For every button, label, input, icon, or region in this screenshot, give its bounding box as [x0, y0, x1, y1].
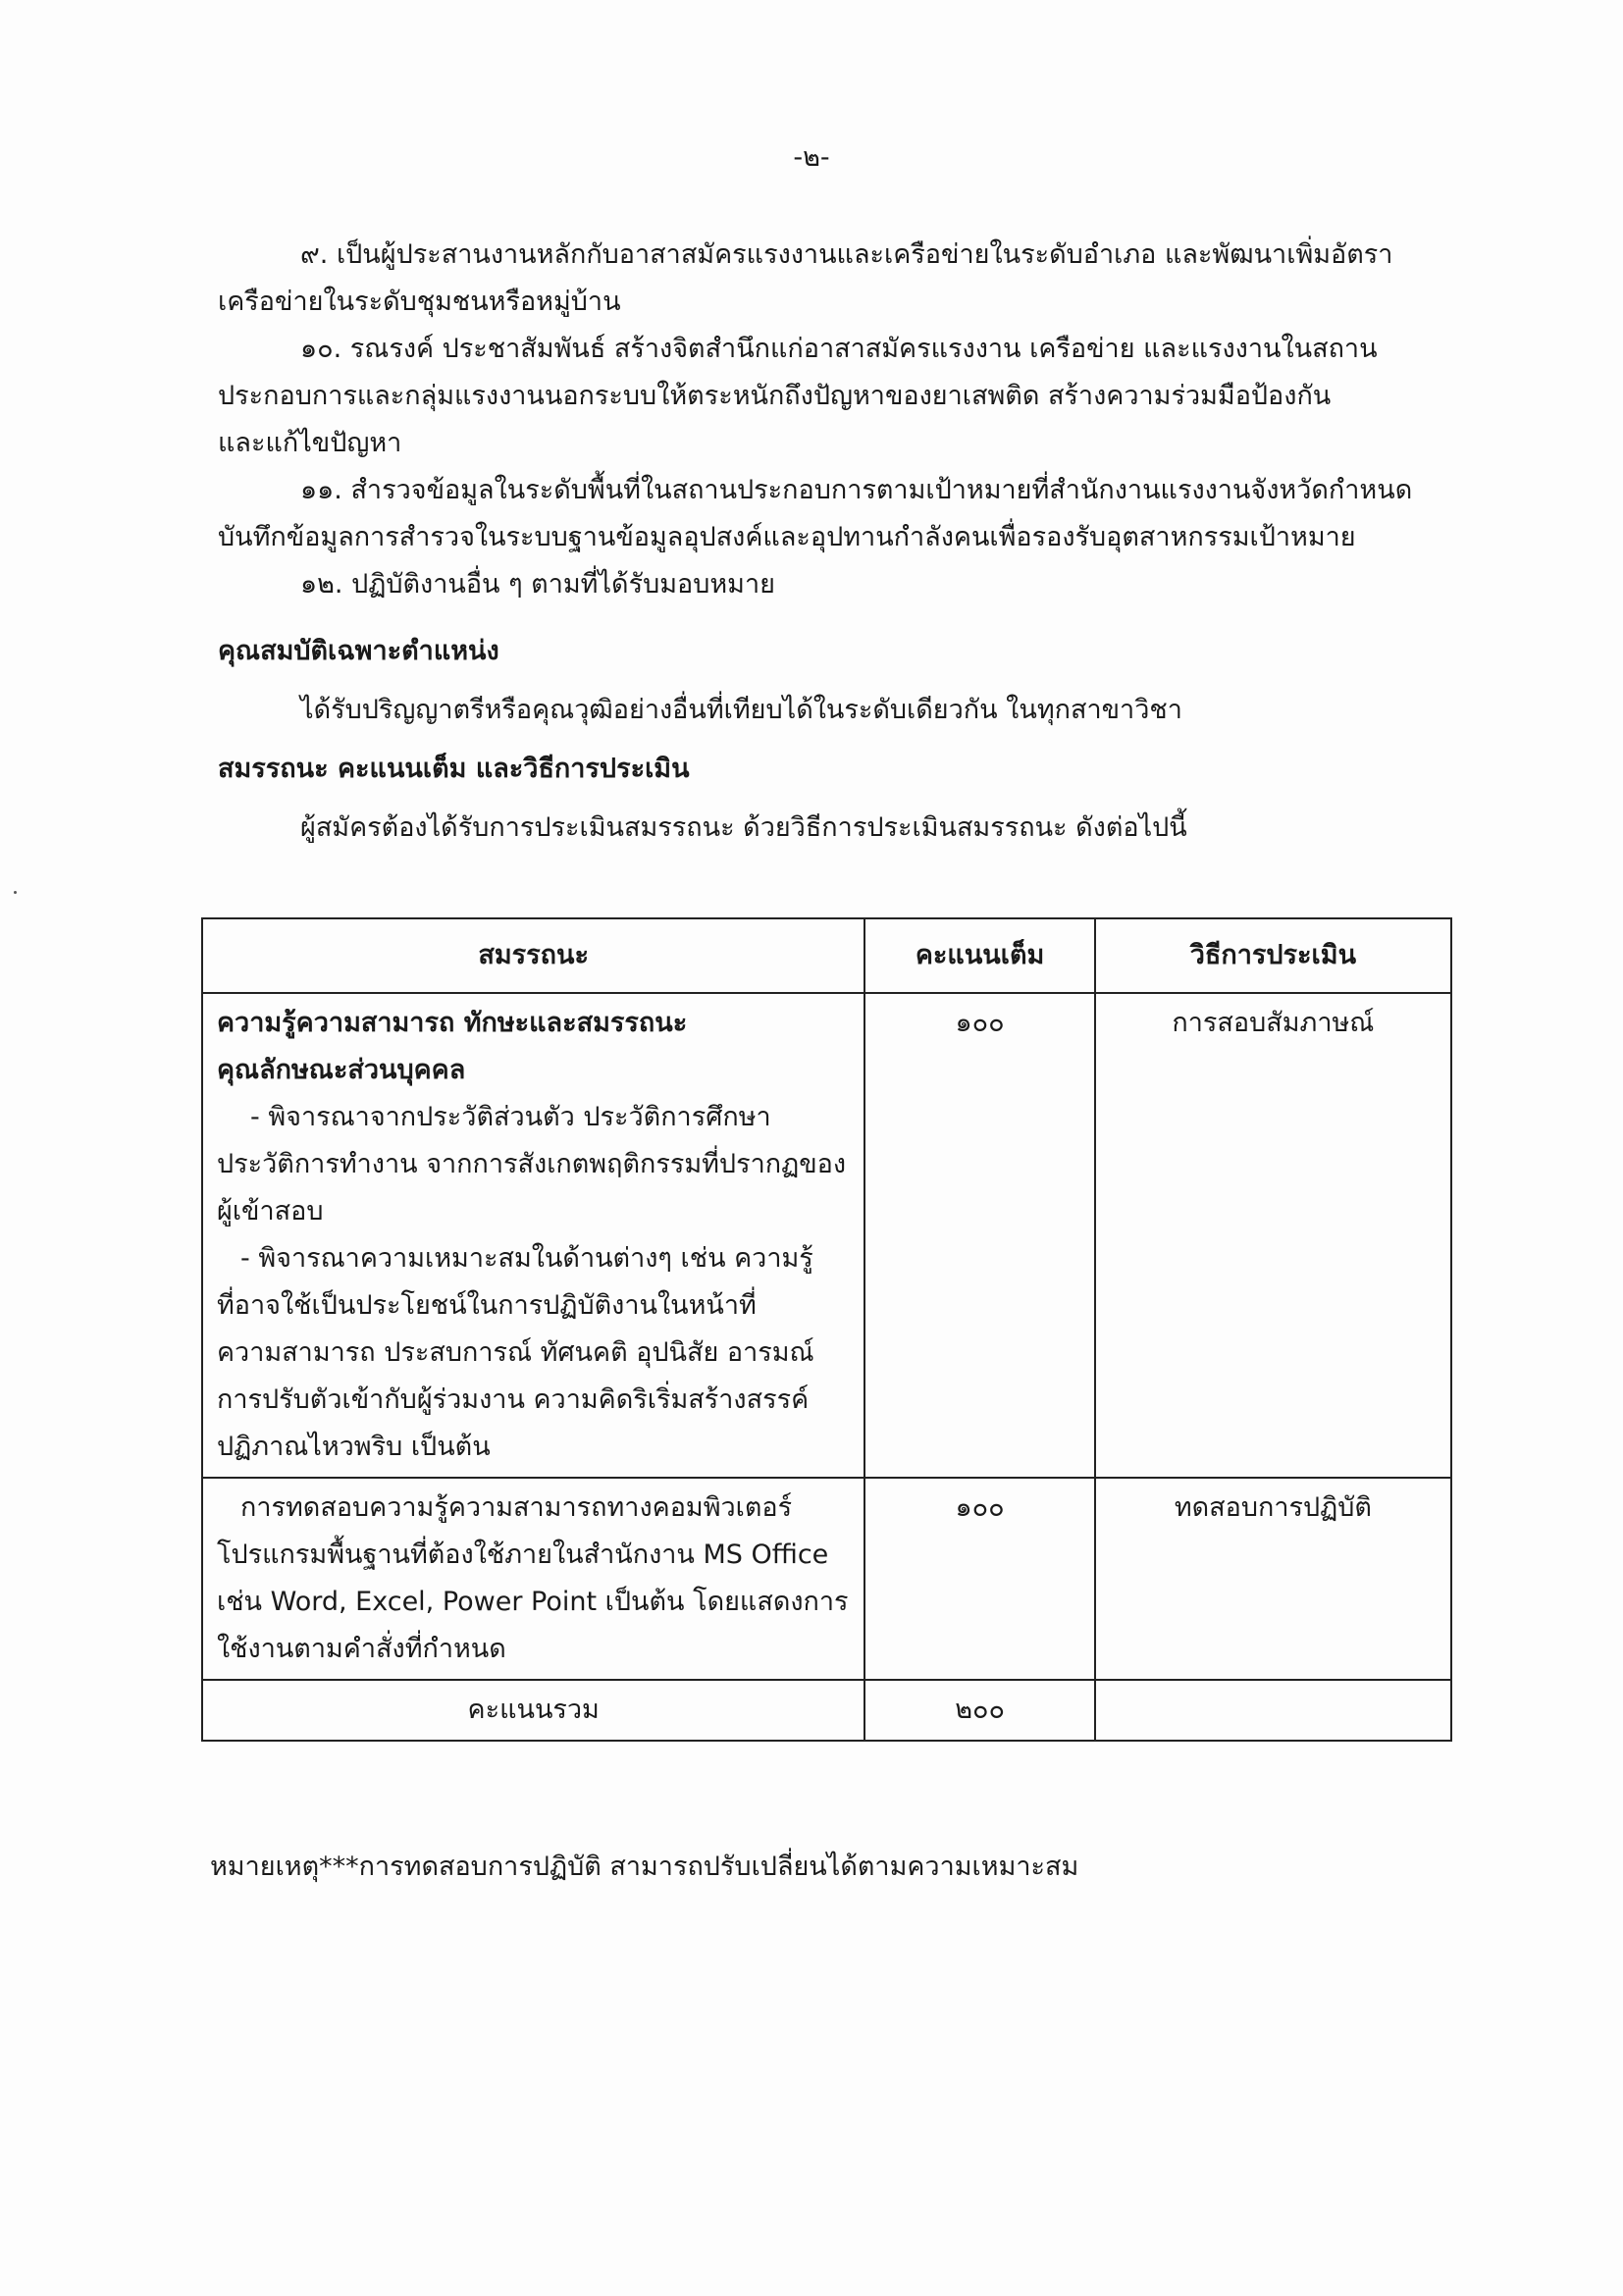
bullet-2-line-4: การปรับตัวเข้ากับผู้ร่วมงาน ความคิดริเริ่มสร้างสรรค์: [217, 1384, 810, 1415]
score-cell: ๑๐๐: [864, 993, 1094, 1478]
total-method: [1095, 1680, 1451, 1741]
qualification-heading: คุณสมบัติเฉพาะตำแหน่ง: [218, 636, 499, 666]
competency-title-line-2: คุณลักษณะส่วนบุคคล: [217, 1055, 466, 1085]
bullet-2-line-1: - พิจารณาความเหมาะสมในด้านต่างๆ เช่น ความรู้: [240, 1243, 813, 1274]
bullet-2-line-3: ความสามารถ ประสบการณ์ ทัศนคติ อุปนิสัย อารมณ์: [217, 1337, 814, 1368]
bullet-2-line-2: ที่อาจใช้เป็นประโยชน์ในการปฏิบัติงานในหน้าที่: [217, 1290, 757, 1321]
score-cell: ๑๐๐: [864, 1478, 1094, 1680]
table-header-row: [202, 918, 1451, 993]
header-assessment-method: วิธีการประเมิน: [1095, 918, 1451, 993]
footnote: หมายเหตุ***การทดสอบการปฏิบัติ สามารถปรับเปลี่ยนได้ตามความเหมาะสม: [210, 1852, 1079, 1882]
competency-cell: [202, 993, 864, 1478]
duty-item-9-line-1: ๙. เป็นผู้ประสานงานหลักกับอาสาสมัครแรงงานและเครือข่ายในระดับอำเภอ และพัฒนาเพิ่มอัตรา: [300, 239, 1393, 270]
duty-item-10-line-1: ๑๐. รณรงค์ ประชาสัมพันธ์ สร้างจิตสำนึกแก่อาสาสมัครแรงงาน เครือข่าย และแรงงานในสถาน: [300, 334, 1378, 364]
scan-speck: [14, 891, 17, 894]
page-number: -๒-: [793, 142, 830, 173]
duty-item-10-line-2: ประกอบการและกลุ่มแรงงานนอกระบบให้ตระหนักถึงปัญหาของยาเสพติด สร้างความร่วมมือป้องกัน: [218, 381, 1332, 411]
duty-item-11-line-1: ๑๑. สำรวจข้อมูลในระดับพื้นที่ในสถานประกอบการตามเป้าหมายที่สำนักงานแรงงานจังหวัดกำหนด: [300, 475, 1413, 505]
computer-test-line-2: โปรแกรมพื้นฐานที่ต้องใช้ภายในสำนักงาน MS Office: [217, 1539, 829, 1570]
header-competency: สมรรถนะ: [202, 918, 864, 993]
total-label: คะแนนรวม: [202, 1680, 864, 1741]
duty-item-12-line-1: ๑๒. ปฏิบัติงานอื่น ๆ ตามที่ได้รับมอบหมาย: [300, 569, 775, 600]
header-full-score: คะแนนเต็ม: [864, 918, 1094, 993]
competency-title-line-1: ความรู้ความสามารถ ทักษะและสมรรถนะ: [217, 1008, 688, 1038]
bullet-1-line-2: ประวัติการทำงาน จากการสังเกตพฤติกรรมที่ปรากฏของ: [217, 1149, 847, 1179]
duty-item-9-line-2: เครือข่ายในระดับชุมชนหรือหมู่บ้าน: [218, 287, 621, 317]
bullet-2-line-5: ปฏิภาณไหวพริบ เป็นต้น: [217, 1432, 491, 1462]
table-row: [202, 1478, 1451, 1680]
method-cell: ทดสอบการปฏิบัติ: [1095, 1478, 1451, 1680]
table-total-row: [202, 1680, 1451, 1741]
duty-item-10-line-3: และแก้ไขปัญหา: [218, 428, 402, 458]
table-row: [202, 993, 1451, 1478]
competency-table: [201, 917, 1452, 1742]
total-score: ๒๐๐: [864, 1680, 1094, 1741]
method-cell: การสอบสัมภาษณ์: [1095, 993, 1451, 1478]
computer-test-line-4: ใช้งานตามคำสั่งที่กำหนด: [217, 1634, 506, 1664]
competency-cell: [202, 1478, 864, 1680]
duty-item-11-line-2: บันทึกข้อมูลการสำรวจในระบบฐานข้อมูลอุปสงค์และอุปทานกำลังคนเพื่อรองรับอุตสาหกรรมเป้าหมาย: [218, 522, 1356, 552]
duties-list: [218, 232, 1464, 608]
bullet-1-line-3: ผู้เข้าสอบ: [217, 1196, 324, 1226]
competency-heading: สมรรถนะ คะแนนเต็ม และวิธีการประเมิน: [218, 754, 690, 784]
computer-test-line-1: การทดสอบความรู้ความสามารถทางคอมพิวเตอร์: [240, 1492, 793, 1523]
competency-intro: ผู้สมัครต้องได้รับการประเมินสมรรถนะ ด้วยวิธีการประเมินสมรรถนะ ดังต่อไปนี้: [300, 812, 1187, 843]
computer-test-line-3: เช่น Word, Excel, Power Point เป็นต้น โดยแสดงการ: [217, 1587, 849, 1617]
qualification-body: ได้รับปริญญาตรีหรือคุณวุฒิอย่างอื่นที่เทียบได้ในระดับเดียวกัน ในทุกสาขาวิชา: [300, 695, 1182, 725]
bullet-1-line-1: - พิจารณาจากประวัติส่วนตัว ประวัติการศึกษา: [250, 1102, 771, 1132]
